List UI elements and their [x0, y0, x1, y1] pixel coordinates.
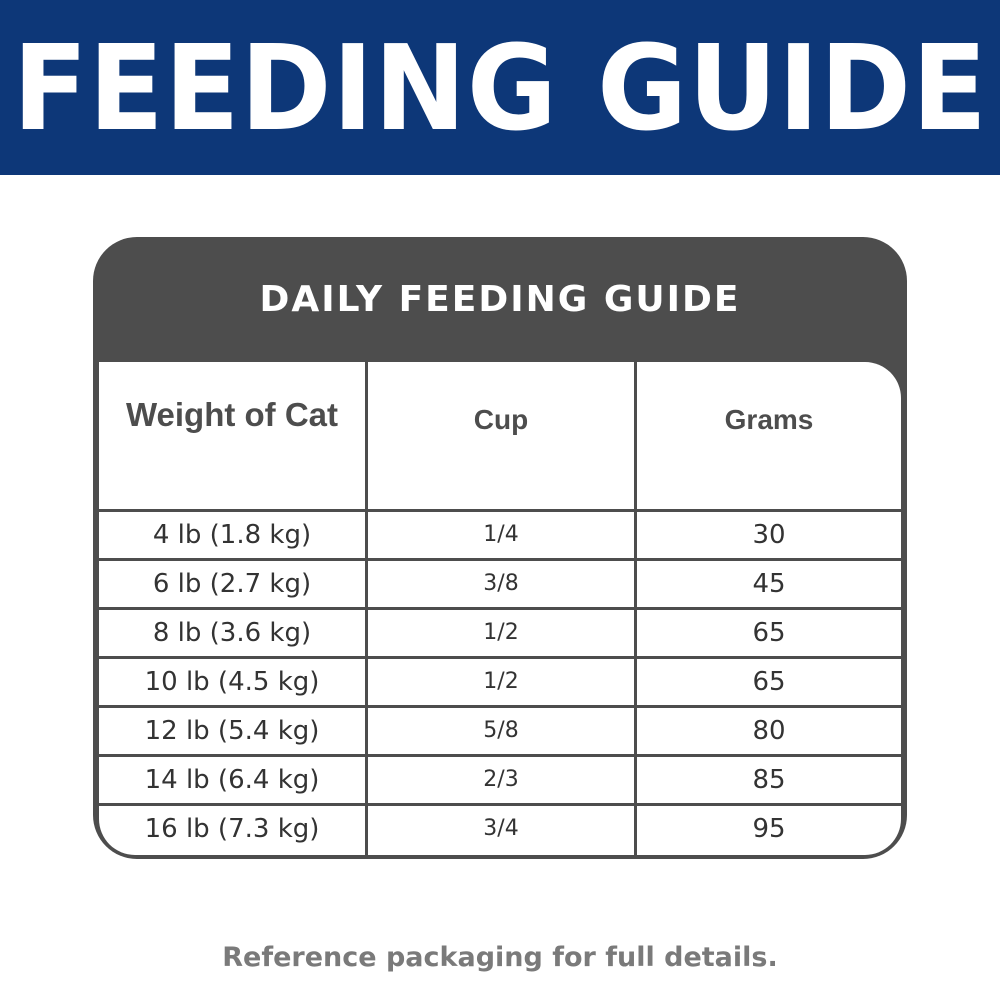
cup-cell: 3/8: [483, 571, 519, 596]
table-row: [99, 512, 901, 558]
weight-cell: 8 lb (3.6 kg): [152, 618, 312, 648]
footer-note: Reference packaging for full details.: [222, 942, 778, 973]
header-grams: Grams: [724, 404, 814, 435]
banner-title: FEEDING GUIDE: [12, 18, 988, 157]
cup-cell: 2/3: [483, 767, 519, 792]
weight-cell: 16 lb (7.3 kg): [144, 814, 320, 844]
weight-cell: 12 lb (5.4 kg): [144, 716, 320, 746]
feeding-table: [99, 362, 901, 855]
grams-cell: 85: [752, 765, 786, 795]
grams-cell: 45: [752, 569, 786, 599]
table-row: [99, 610, 901, 656]
table-row: [99, 659, 901, 705]
weight-cell: 4 lb (1.8 kg): [152, 520, 312, 550]
table-row: [99, 806, 901, 852]
grams-cell: 95: [752, 814, 786, 844]
grams-cell: 30: [752, 520, 786, 550]
table-row: [99, 708, 901, 754]
grams-cell: 65: [752, 667, 786, 697]
card-title: DAILY FEEDING GUIDE: [259, 279, 741, 320]
weight-cell: 6 lb (2.7 kg): [152, 569, 312, 599]
cup-cell: 3/4: [483, 816, 519, 841]
weight-cell: 14 lb (6.4 kg): [144, 765, 320, 795]
grams-cell: 80: [752, 716, 786, 746]
table-row: [99, 757, 901, 803]
cup-cell: 1/2: [483, 669, 519, 694]
grams-cell: 65: [752, 618, 786, 648]
cup-cell: 5/8: [483, 718, 519, 743]
cup-cell: 1/4: [483, 522, 519, 547]
header-cup: Cup: [473, 404, 529, 435]
table-row: [99, 561, 901, 607]
weight-cell: 10 lb (4.5 kg): [144, 667, 320, 697]
cup-cell: 1/2: [483, 620, 519, 645]
banner: [0, 0, 1000, 175]
header-weight: Weight of Cat: [125, 396, 339, 433]
